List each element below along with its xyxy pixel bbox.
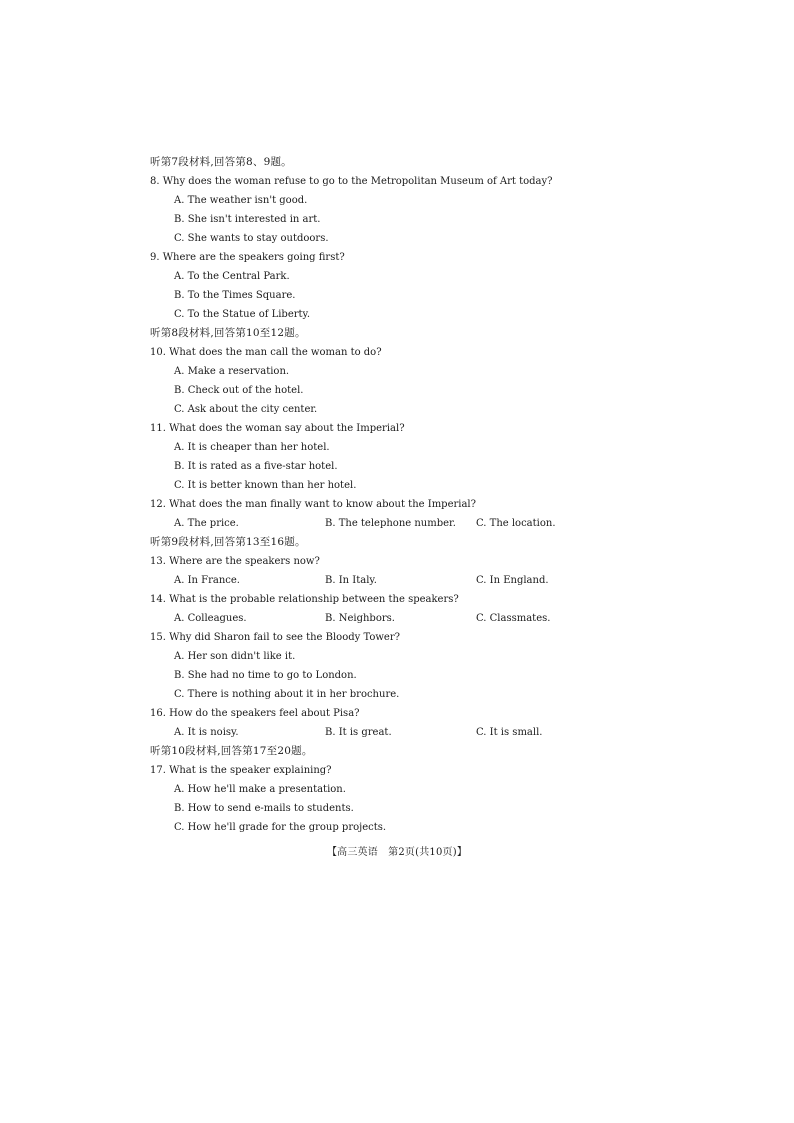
question-12: 12. What does the man finally want to know about the Imperial?: [150, 499, 476, 510]
options-16: [174, 723, 542, 742]
question-16: 16. How do the speakers feel about Pisa?: [150, 708, 360, 719]
option-10a: A. Make a reservation.: [174, 366, 290, 377]
option-13c: C. In England.: [476, 575, 549, 586]
section-header: 听第9段材料,回答第13至16题。: [150, 536, 306, 548]
option-10c: C. Ask about the city center.: [174, 404, 318, 415]
option-11c: C. It is better known than her hotel.: [174, 480, 357, 491]
options-12: [174, 514, 556, 533]
question-9: 9. Where are the speakers going first?: [150, 252, 345, 263]
question-11: 11. What does the woman say about the Imperial?: [150, 423, 405, 434]
option-11a: A. It is cheaper than her hotel.: [174, 442, 330, 453]
option-9c: C. To the Statue of Liberty.: [174, 309, 311, 320]
options-14: [174, 609, 550, 628]
option-11b: B. It is rated as a five-star hotel.: [174, 461, 338, 472]
option-15a: A. Her son didn't like it.: [174, 651, 296, 662]
option-14a: A. Colleagues.: [174, 613, 247, 624]
question-13: 13. Where are the speakers now?: [150, 556, 320, 567]
option-13b: B. In Italy.: [325, 575, 377, 586]
option-12b: B. The telephone number.: [325, 518, 456, 529]
option-8c: C. She wants to stay outdoors.: [174, 233, 329, 244]
option-17b: B. How to send e-mails to students.: [174, 803, 354, 814]
option-12c: C. The location.: [476, 518, 556, 529]
option-16c: C. It is small.: [476, 727, 543, 738]
question-8: 8. Why does the woman refuse to go to the Metropolitan Museum of Art today?: [150, 176, 553, 187]
option-13a: A. In France.: [174, 575, 240, 586]
option-8b: B. She isn't interested in art.: [174, 214, 321, 225]
section-header: 听第10段材料,回答第17至20题。: [150, 745, 313, 757]
option-14b: B. Neighbors.: [325, 613, 395, 624]
section-header: 听第8段材料,回答第10至12题。: [150, 327, 306, 339]
option-9a: A. To the Central Park.: [174, 271, 290, 282]
question-14: 14. What is the probable relationship between the speakers?: [150, 594, 459, 605]
question-10: 10. What does the man call the woman to do?: [150, 347, 382, 358]
options-13: [174, 571, 549, 590]
option-14c: C. Classmates.: [476, 613, 551, 624]
option-17c: C. How he'll grade for the group projects.: [174, 822, 387, 833]
question-15: 15. Why did Sharon fail to see the Bloody Tower?: [150, 632, 400, 643]
option-15c: C. There is nothing about it in her brochure.: [174, 689, 400, 700]
option-12a: A. The price.: [174, 518, 239, 529]
section-header: 听第7段材料,回答第8、9题。: [150, 156, 292, 168]
option-9b: B. To the Times Square.: [174, 290, 296, 301]
option-16b: B. It is great.: [325, 727, 392, 738]
page-footer: 【高三英语 第2页(共10页)】: [326, 847, 468, 858]
option-15b: B. She had no time to go to London.: [174, 670, 357, 681]
option-16a: A. It is noisy.: [174, 727, 239, 738]
question-17: 17. What is the speaker explaining?: [150, 765, 332, 776]
option-8a: A. The weather isn't good.: [174, 195, 308, 206]
option-10b: B. Check out of the hotel.: [174, 385, 304, 396]
option-17a: A. How he'll make a presentation.: [174, 784, 346, 795]
